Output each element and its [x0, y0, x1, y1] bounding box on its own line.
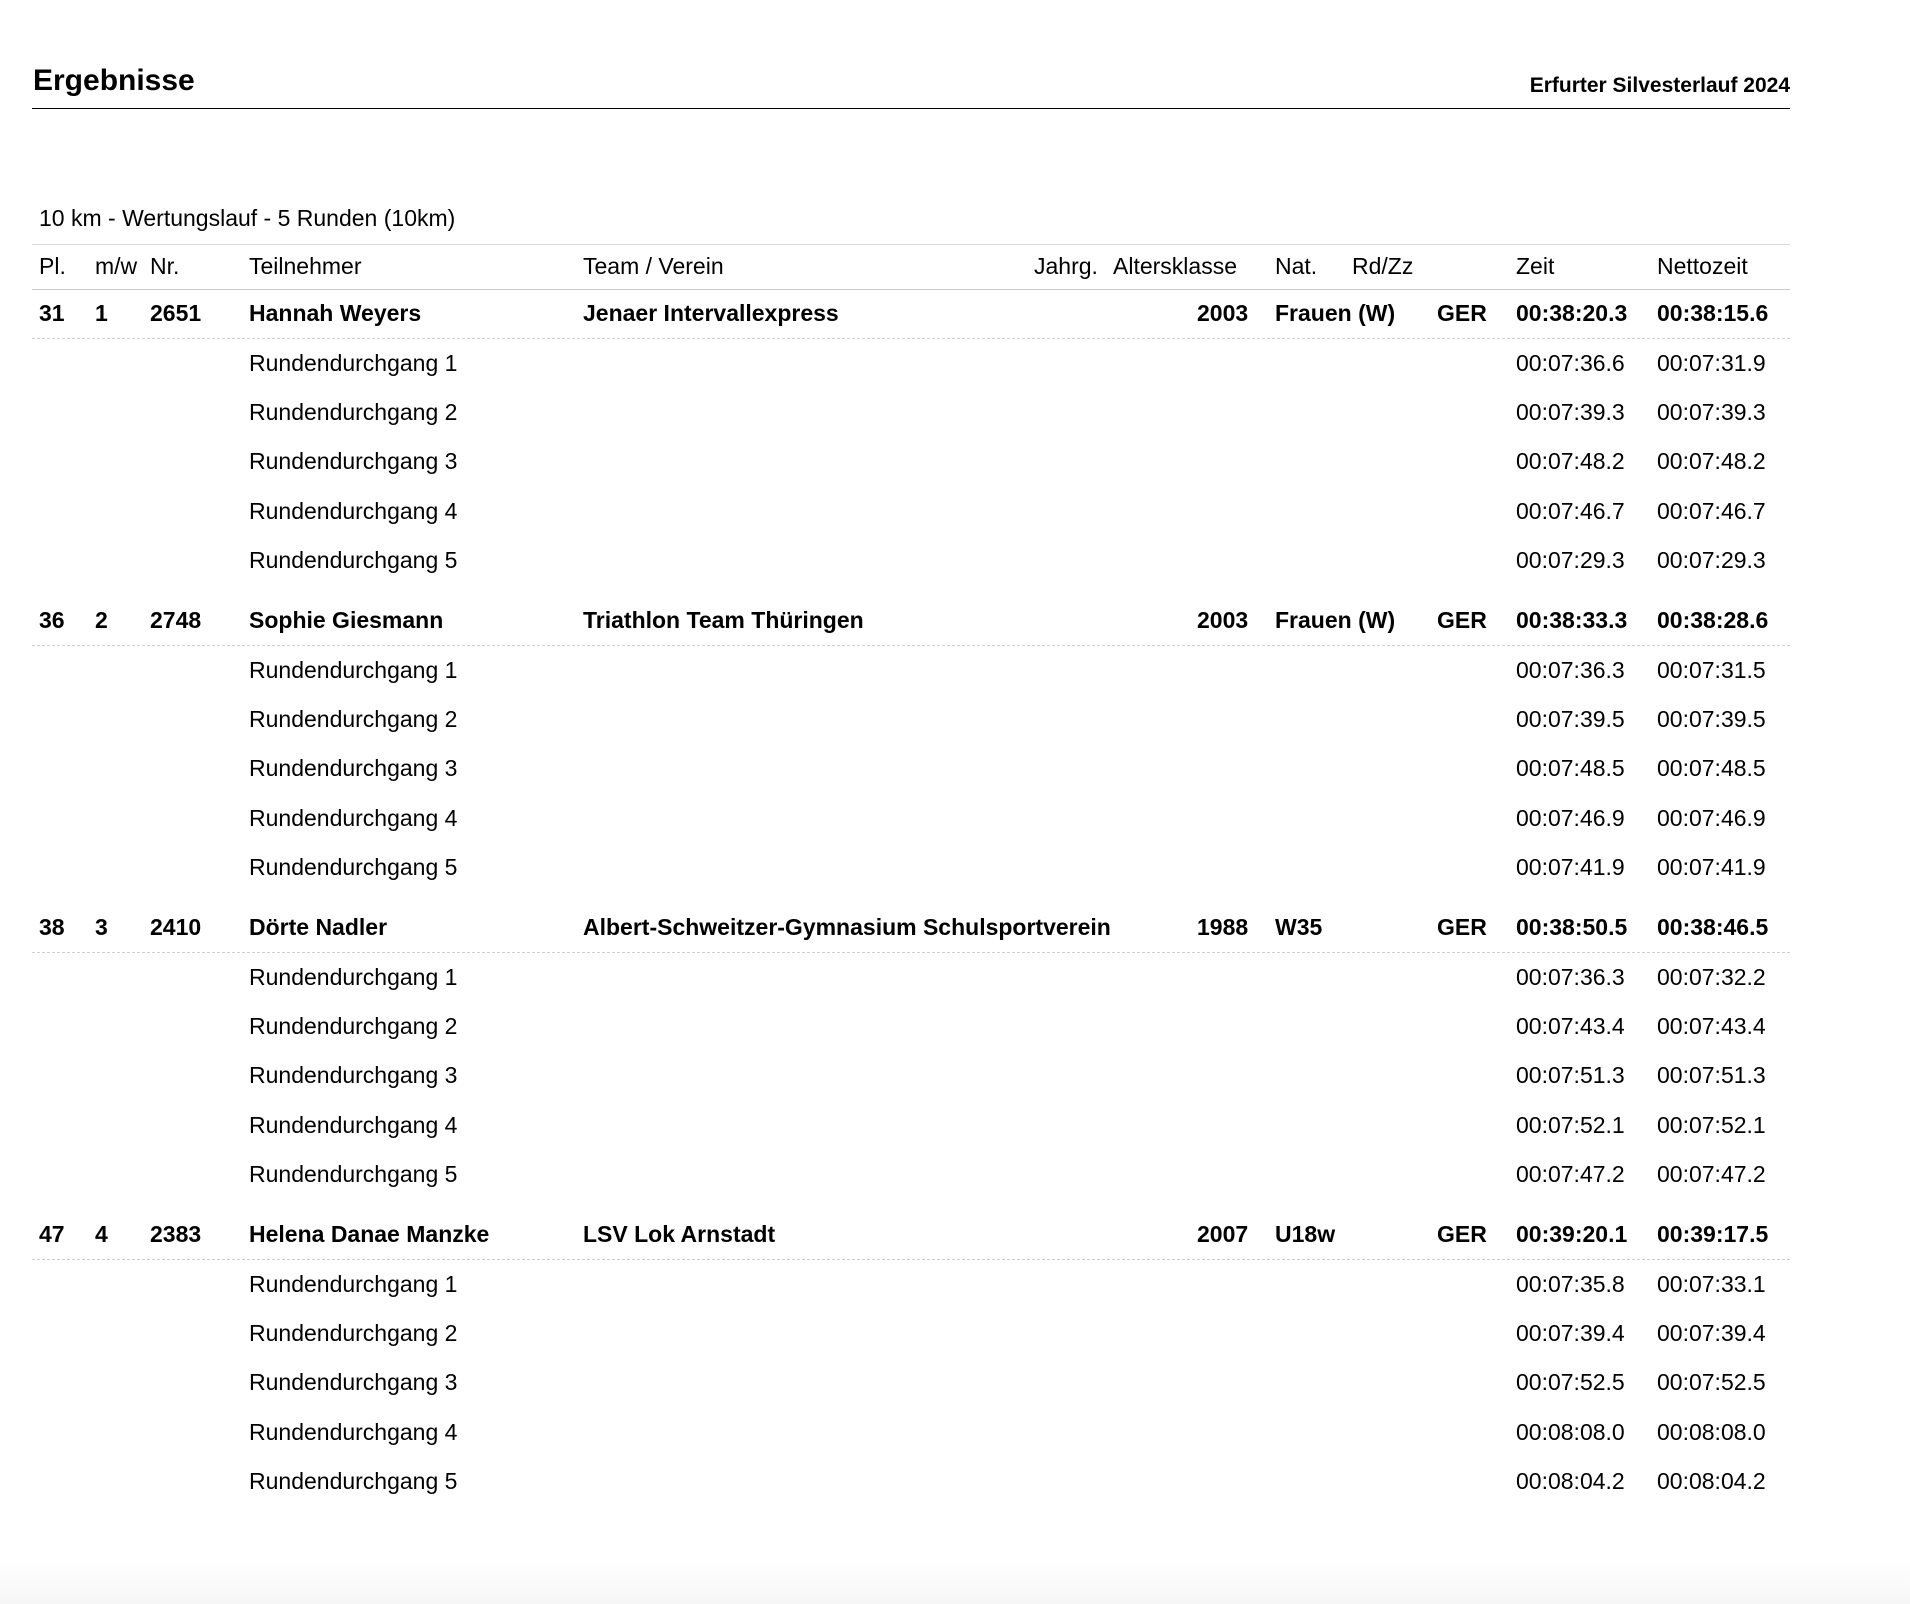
race-title: 10 km - Wertungslauf - 5 Runden (10km) [39, 205, 456, 231]
athlete-year: 2003 [1197, 300, 1249, 326]
lap-row [32, 537, 1790, 586]
athlete-bib: 2383 [150, 1221, 202, 1247]
lap-label: Rundendurchgang 5 [249, 1161, 458, 1187]
lap-label: Rundendurchgang 3 [249, 1062, 458, 1088]
lap-row [32, 1003, 1790, 1052]
lap-row [32, 1310, 1790, 1359]
lap-row [32, 488, 1790, 537]
lap-row [32, 340, 1790, 389]
athlete-age-class: U18w [1275, 1221, 1336, 1247]
athlete-row [32, 290, 1790, 339]
athlete-team: LSV Lok Arnstadt [583, 1221, 776, 1247]
lap-time: 00:07:39.3 [1516, 399, 1625, 425]
lap-row [32, 1102, 1790, 1151]
athlete-net-time: 00:39:17.5 [1657, 1221, 1769, 1247]
athlete-gender-rank: 4 [95, 1221, 108, 1247]
athlete-nationality: GER [1437, 1221, 1487, 1247]
lap-row [32, 1458, 1790, 1507]
lap-net-time: 00:07:39.3 [1657, 399, 1766, 425]
lap-time: 00:07:46.7 [1516, 498, 1625, 524]
athlete-name: Helena Danae Manzke [249, 1221, 490, 1247]
lap-label: Rundendurchgang 5 [249, 547, 458, 573]
lap-time: 00:07:48.5 [1516, 755, 1625, 781]
athlete-time: 00:38:50.5 [1516, 914, 1628, 940]
lap-label: Rundendurchgang 1 [249, 350, 458, 376]
col-header-altersklasse: Altersklasse [1113, 253, 1237, 279]
lap-label: Rundendurchgang 5 [249, 1468, 458, 1494]
lap-row [32, 844, 1790, 893]
lap-net-time: 00:07:43.4 [1657, 1013, 1766, 1039]
lap-net-time: 00:08:04.2 [1657, 1468, 1766, 1494]
lap-time: 00:07:36.3 [1516, 964, 1625, 990]
lap-net-time: 00:07:31.5 [1657, 657, 1766, 683]
lap-net-time: 00:07:52.1 [1657, 1112, 1766, 1138]
athlete-bib: 2651 [150, 300, 202, 326]
athlete-name: Dörte Nadler [249, 914, 388, 940]
lap-label: Rundendurchgang 4 [249, 805, 458, 831]
athlete-age-class: W35 [1275, 914, 1323, 940]
col-header-nat: Nat. [1275, 253, 1318, 279]
athlete-gender-rank: 2 [95, 607, 108, 633]
lap-label: Rundendurchgang 5 [249, 854, 458, 880]
col-header-jahrg: Jahrg. [1034, 253, 1098, 279]
athlete-nationality: GER [1437, 914, 1487, 940]
athlete-bib: 2748 [150, 607, 202, 633]
athlete-age-class: Frauen (W) [1275, 607, 1396, 633]
lap-time: 00:07:51.3 [1516, 1062, 1625, 1088]
lap-time: 00:07:46.9 [1516, 805, 1625, 831]
lap-row [32, 438, 1790, 487]
lap-label: Rundendurchgang 3 [249, 755, 458, 781]
lap-net-time: 00:07:48.2 [1657, 448, 1766, 474]
lap-label: Rundendurchgang 3 [249, 448, 458, 474]
lap-label: Rundendurchgang 2 [249, 1013, 458, 1039]
athlete-year: 1988 [1197, 914, 1249, 940]
lap-row [32, 647, 1790, 696]
lap-time: 00:07:39.5 [1516, 706, 1625, 732]
athlete-name: Hannah Weyers [249, 300, 422, 326]
lap-time: 00:07:36.3 [1516, 657, 1625, 683]
lap-net-time: 00:07:46.7 [1657, 498, 1766, 524]
athlete-net-time: 00:38:46.5 [1657, 914, 1769, 940]
lap-row [32, 1052, 1790, 1101]
lap-net-time: 00:07:51.3 [1657, 1062, 1766, 1088]
athlete-time: 00:38:20.3 [1516, 300, 1628, 326]
lap-row [32, 696, 1790, 745]
lap-label: Rundendurchgang 2 [249, 1320, 458, 1346]
lap-net-time: 00:07:29.3 [1657, 547, 1766, 573]
col-header-mw: m/w [95, 253, 138, 279]
athlete-nationality: GER [1437, 300, 1487, 326]
athlete-team: Jenaer Intervallexpress [583, 300, 839, 326]
athlete-bib: 2410 [150, 914, 202, 940]
lap-net-time: 00:07:32.2 [1657, 964, 1766, 990]
athlete-row [32, 1211, 1790, 1260]
col-header-team: Team / Verein [583, 253, 724, 279]
col-header-zeit: Zeit [1516, 253, 1555, 279]
athlete-year: 2003 [1197, 607, 1249, 633]
lap-label: Rundendurchgang 1 [249, 657, 458, 683]
lap-label: Rundendurchgang 2 [249, 706, 458, 732]
page-header [32, 62, 1790, 109]
athlete-team: Albert-Schweitzer-Gymnasium Schulsportverein [583, 914, 1111, 940]
lap-label: Rundendurchgang 1 [249, 964, 458, 990]
lap-time: 00:07:48.2 [1516, 448, 1625, 474]
col-header-teilnehmer: Teilnehmer [249, 253, 362, 279]
page-title: Ergebnisse [33, 64, 195, 97]
lap-label: Rundendurchgang 4 [249, 1419, 458, 1445]
athlete-time: 00:39:20.1 [1516, 1221, 1628, 1247]
col-header-pl: Pl. [39, 253, 66, 279]
lap-row [32, 1359, 1790, 1408]
athlete-net-time: 00:38:28.6 [1657, 607, 1769, 633]
lap-label: Rundendurchgang 1 [249, 1271, 458, 1297]
athlete-nationality: GER [1437, 607, 1487, 633]
athlete-place: 31 [39, 300, 65, 326]
lap-net-time: 00:07:46.9 [1657, 805, 1766, 831]
lap-label: Rundendurchgang 2 [249, 399, 458, 425]
athlete-place: 38 [39, 914, 65, 940]
athlete-row [32, 597, 1790, 646]
event-name: Erfurter Silvesterlauf 2024 [1529, 74, 1790, 97]
lap-net-time: 00:07:31.9 [1657, 350, 1766, 376]
table-header [32, 244, 1790, 290]
lap-row [32, 1409, 1790, 1458]
lap-time: 00:07:47.2 [1516, 1161, 1625, 1187]
lap-time: 00:08:08.0 [1516, 1419, 1625, 1445]
lap-time: 00:07:52.5 [1516, 1369, 1625, 1395]
page-bottom-shade [0, 1560, 1910, 1604]
athlete-place: 47 [39, 1221, 65, 1247]
lap-time: 00:07:29.3 [1516, 547, 1625, 573]
athlete-name: Sophie Giesmann [249, 607, 444, 633]
athlete-age-class: Frauen (W) [1275, 300, 1396, 326]
athlete-net-time: 00:38:15.6 [1657, 300, 1769, 326]
athlete-gender-rank: 3 [95, 914, 108, 940]
lap-net-time: 00:07:48.5 [1657, 755, 1766, 781]
athlete-row [32, 904, 1790, 953]
lap-time: 00:07:39.4 [1516, 1320, 1625, 1346]
athlete-year: 2007 [1197, 1221, 1249, 1247]
lap-time: 00:07:52.1 [1516, 1112, 1625, 1138]
lap-label: Rundendurchgang 4 [249, 1112, 458, 1138]
athlete-place: 36 [39, 607, 65, 633]
lap-row [32, 1261, 1790, 1310]
lap-net-time: 00:07:47.2 [1657, 1161, 1766, 1187]
col-header-rdzz: Rd/Zz [1352, 253, 1414, 279]
lap-label: Rundendurchgang 3 [249, 1369, 458, 1395]
lap-time: 00:07:36.6 [1516, 350, 1625, 376]
lap-time: 00:07:41.9 [1516, 854, 1625, 880]
lap-net-time: 00:07:41.9 [1657, 854, 1766, 880]
lap-net-time: 00:08:08.0 [1657, 1419, 1766, 1445]
lap-net-time: 00:07:39.5 [1657, 706, 1766, 732]
lap-row [32, 745, 1790, 794]
athlete-gender-rank: 1 [95, 300, 108, 326]
lap-row [32, 1151, 1790, 1200]
col-header-nettozeit: Nettozeit [1657, 253, 1748, 279]
lap-label: Rundendurchgang 4 [249, 498, 458, 524]
lap-row [32, 954, 1790, 1003]
lap-net-time: 00:07:33.1 [1657, 1271, 1766, 1297]
lap-time: 00:07:35.8 [1516, 1271, 1625, 1297]
lap-time: 00:08:04.2 [1516, 1468, 1625, 1494]
lap-net-time: 00:07:52.5 [1657, 1369, 1766, 1395]
lap-row [32, 389, 1790, 438]
athlete-time: 00:38:33.3 [1516, 607, 1628, 633]
col-header-nr: Nr. [150, 253, 180, 279]
lap-net-time: 00:07:39.4 [1657, 1320, 1766, 1346]
lap-time: 00:07:43.4 [1516, 1013, 1625, 1039]
athlete-team: Triathlon Team Thüringen [583, 607, 864, 633]
lap-row [32, 795, 1790, 844]
